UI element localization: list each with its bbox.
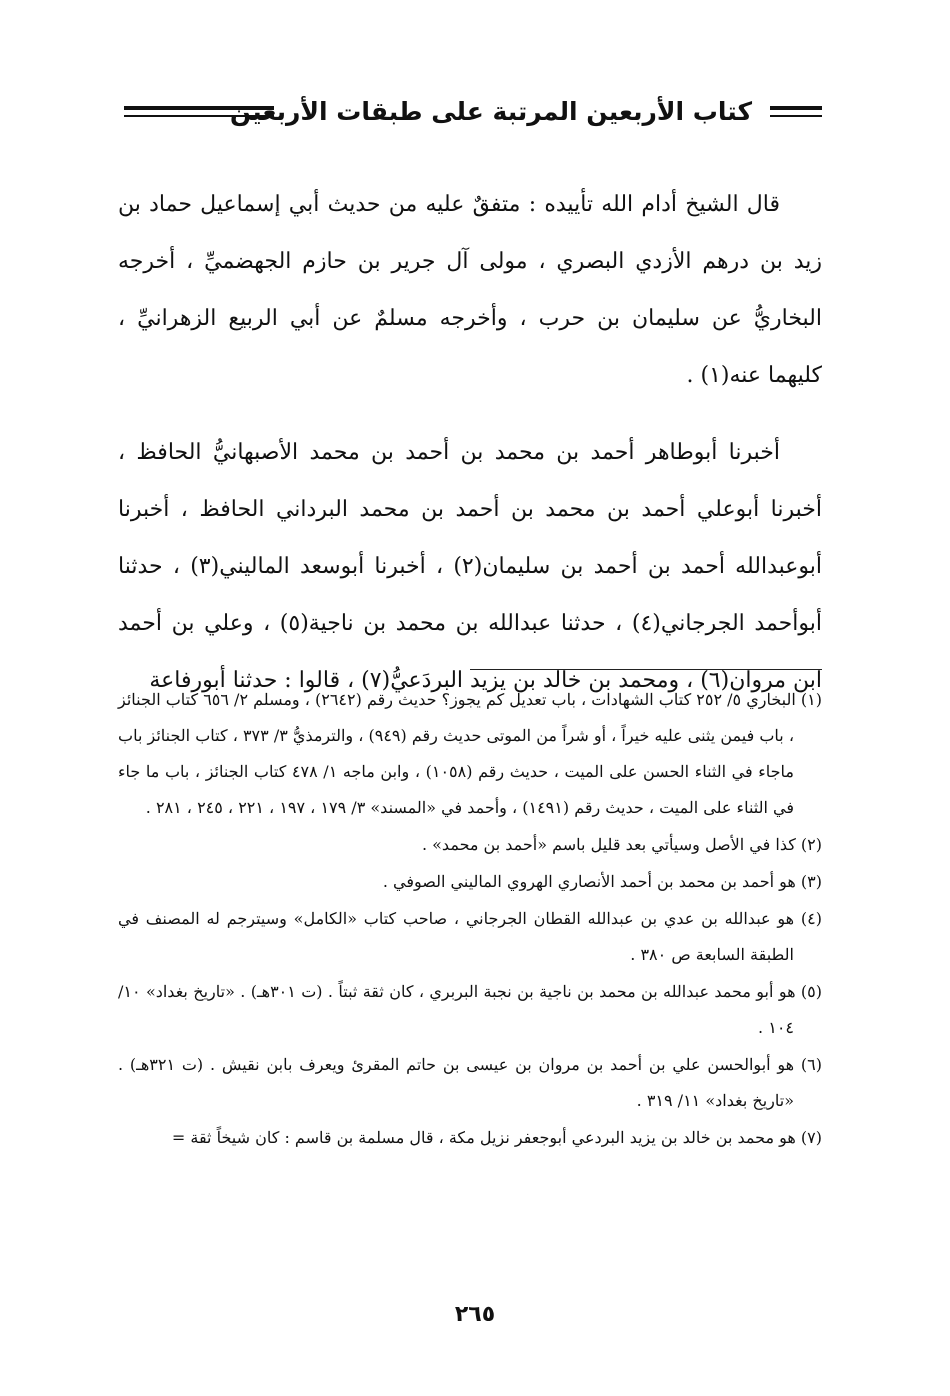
footnote-2: (٢) كذا في الأصل وسيأتي بعد قليل باسم «أحمد بن محمد» . xyxy=(421,835,822,854)
footnotes xyxy=(118,682,822,1157)
page-number: ٢٦٥ xyxy=(454,1302,496,1327)
running-header xyxy=(118,88,822,144)
footnote-4: (٤) هو عبدالله بن عدي بن عبدالله القطان الجرجاني ، صاحب كتاب «الكامل» وسيترجم له المصنف في الطبقة السابعة ص ٣٨٠ . xyxy=(118,909,822,964)
paragraph-2: أخبرنا أبوطاهر أحمد بن محمد بن أحمد بن محمد الأصبهانيُّ الحافظ ، أخبرنا أبوعلي أحمد بن محمد بن أحمد بن محمد البرداني الحافظ ، أخبرنا أبوعبدالله أحمد بن أحمد بن سليمان(٢) ، أخبرنا أبوسعد الماليني(٣) ، حدثنا أبوأحمد الجرجاني(٤) ، حدثنا عبدالله بن محمد بن ناجية(٥) ، وعلي بن أحمد ابن مروان(٦) ، ومحمد بن خالد بن يزيد البردَعيُّ(٧) ، قالوا : حدثنا أبورفاعة xyxy=(118,440,822,693)
footnote-3: (٣) هو أحمد بن محمد بن أحمد الأنصاري الهروي الماليني الصوفي . xyxy=(382,872,822,891)
footnote-7: (٧) هو محمد بن خالد بن يزيد البردعي أبوجعفر نزيل مكة ، قال مسلمة بن قاسم : كان شيخاً ثقة = xyxy=(171,1128,822,1147)
header-rule-left xyxy=(124,106,274,110)
footnote-separator xyxy=(470,669,822,670)
main-text xyxy=(118,176,822,709)
footnote-5: (٥) هو أبو محمد عبدالله بن محمد بن ناجية بن نجبة البربري ، كان ثقة ثبتاً . (ت ٣٠١هـ) . «تاريخ بغداد» ١٠/ ١٠٤ . xyxy=(118,982,822,1037)
header-rule-left-thin xyxy=(124,115,274,117)
header-rule-right xyxy=(770,106,822,110)
paragraph-1: قال الشيخ أدام الله تأييده : متفقٌ عليه من حديث أبي إسماعيل حماد بن زيد بن درهم الأزدي البصري ، مولى آل جرير بن حازم الجهضميِّ ، أخرجه البخاريُّ عن سليمان بن حرب ، وأخرجه مسلمٌ عن أبي الربيع الزهرانيِّ ، كليهما عنه(١) . xyxy=(118,192,822,388)
footnote-1: (١) البخاري ٥/ ٢٥٢ كتاب الشهادات ، باب تعديل كم يجوز؟ حديث رقم (٢٦٤٢) ، ومسلم ٢/ ٦٥٦ كتاب الجنائز ، باب فيمن يثنى عليه خيراً ، أو شراً من الموتى حديث رقم (٩٤٩) ، والترمذيُّ ٣/ ٣٧٣ ، كتاب الجنائز باب ماجاء في الثناء الحسن على الميت ، حديث رقم (١٠٥٨) ، وابن ماجه ١/ ٤٧٨ كتاب الجنائز ، باب ما جاء في الثناء على الميت ، حديث رقم (١٤٩١) ، وأحمد في «المسند» ٣/ ١٧٩ ، ١٩٧ ، ٢٢١ ، ٢٤٥ ، ٢٨١ . xyxy=(118,690,822,817)
footnote-6: (٦) هو أبوالحسن علي بن أحمد بن مروان بن عيسى بن حاتم المقرئ ويعرف بابن نقيش . (ت ٣٢١هـ) . «تاريخ بغداد» ١١/ ٣١٩ . xyxy=(118,1055,822,1110)
header-title: كتاب الأربعين المرتبة على طبقات الأربعين xyxy=(229,97,752,126)
header-rule-right-thin xyxy=(770,115,822,117)
